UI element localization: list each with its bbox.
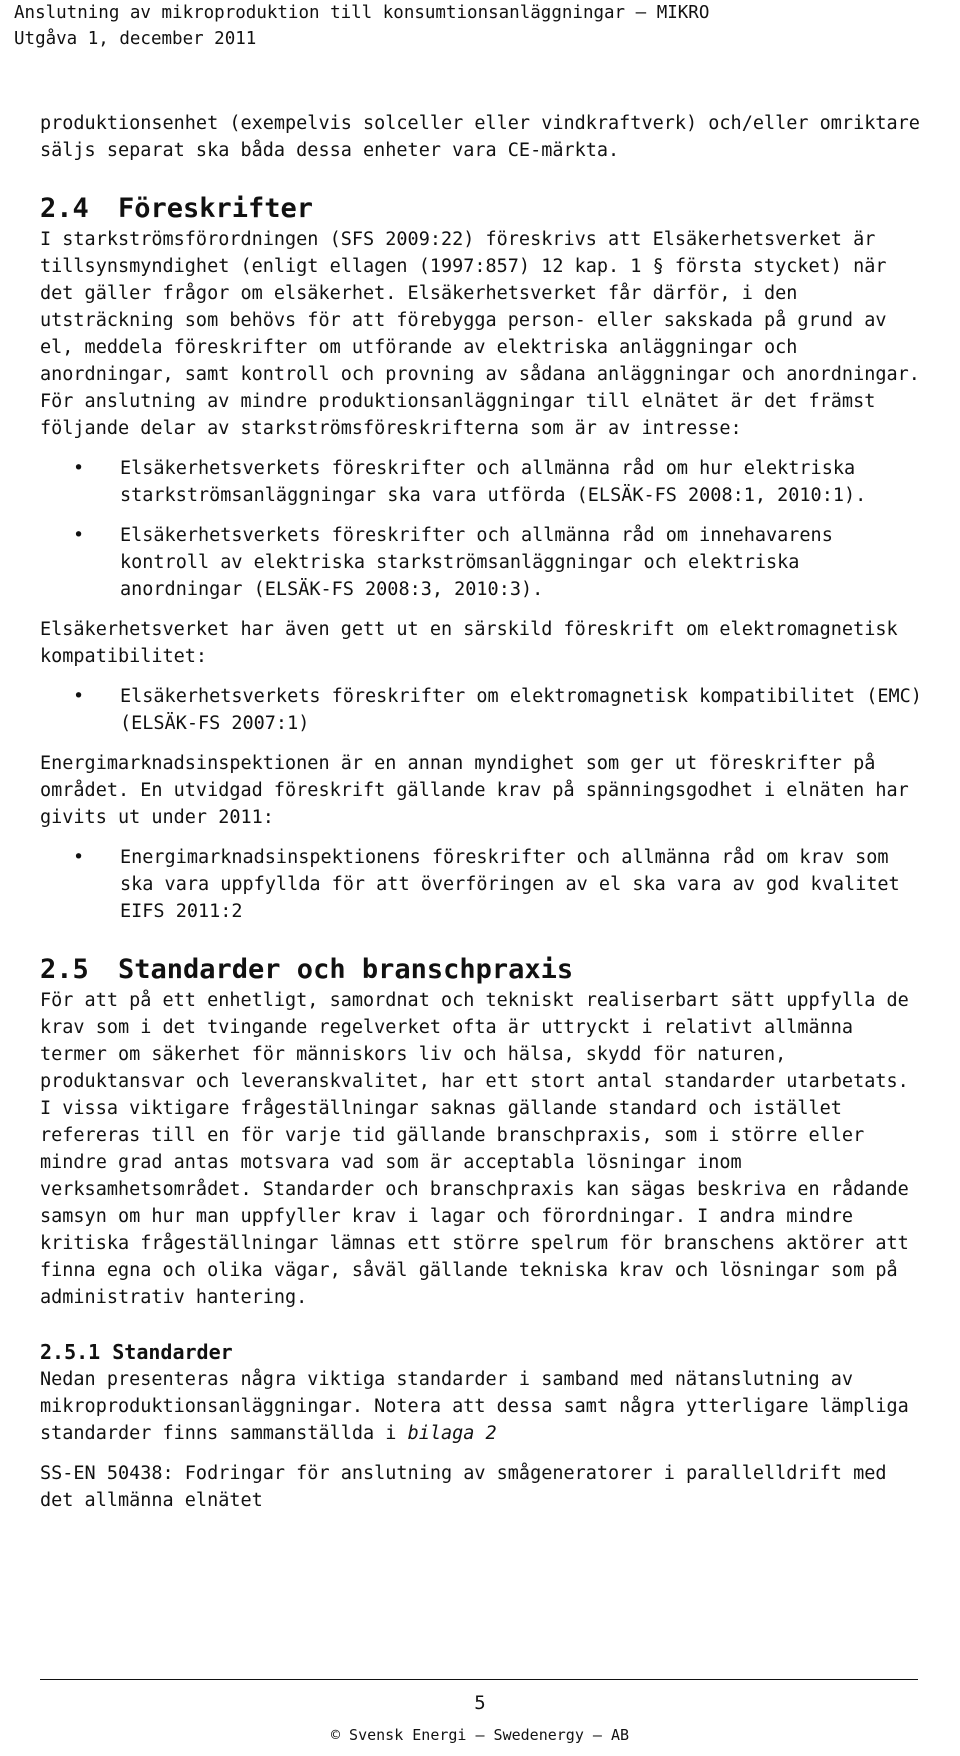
section-title: Föreskrifter — [118, 193, 314, 224]
paragraph: För att på ett enhetligt, samordnat och tekniskt realiserbart sätt uppfylla de krav som i det tvingande regelverket ofta är uttryckt i relativt allmänna termer om säkerhet för människors liv och hälsa, skydd för naturen, produktansvar och leveranskvalitet, har ett stort antal standarder utarbetats. I vissa viktigare frågeställningar saknas gällande standard och istället refereras till en för varje tid gällande branschpraxis, som i större eller mindre grad antas motsvara vad som är acceptabla lösningar inom verksamhetsområdet. Standarder och branschpraxis kan sägas beskriva en rådande samsyn om hur man uppfyller krav i lagar och förordningar. I andra mindre kritiska frågeställningar lämnas ett större spelrum för branschens aktörer att finna egna och olika vägar, såväl gällande tekniska krav och lösningar som på administrativ hantering. — [40, 990, 909, 1308]
section-2-5-1-heading: 2.5.1 Standarder — [40, 1340, 233, 1364]
page-header — [14, 0, 709, 52]
paragraph: Nedan presenteras några viktiga standarder i samband med nätanslutning av mikroproduktionsanläggningar. Notera att dessa samt några ytterligare lämpliga standarder finns sammanställda i bilaga 2 — [40, 1369, 909, 1444]
footer-divider — [40, 1679, 918, 1680]
page-number: 5 — [474, 1692, 486, 1714]
bullet-list — [40, 844, 930, 925]
paragraph: Elsäkerhetsverket har även gett ut en särskild föreskrift om elektromagnetisk kompatibilitet: — [40, 619, 898, 667]
section-number: 2.5 — [40, 954, 89, 985]
header-edition: Utgåva 1, december 2011 — [14, 29, 257, 49]
bullet-list — [40, 683, 930, 737]
copyright-notice: © Svensk Energi – Swedenergy – AB — [330, 1726, 629, 1744]
standard-reference: SS-EN 50438: Fodringar för anslutning av smågeneratorer i parallelldrift med det allmänna elnätet — [40, 1463, 887, 1511]
intro-paragraph: produktionsenhet (exempelvis solceller eller vindkraftverk) och/eller omriktare säljs separat ska båda dessa enheter vara CE-märkta. — [40, 113, 920, 161]
header-title: Anslutning av mikroproduktion till konsumtionsanläggningar – MIKRO — [14, 3, 710, 23]
paragraph: Energimarknadsinspektionen är en annan myndighet som ger ut föreskrifter på området. En utvidgad föreskrift gällande krav på spänningsgodhet i elnäten har givits ut under 2011: — [40, 753, 909, 828]
paragraph: I starkströmsförordningen (SFS 2009:22) föreskrivs att Elsäkerhetsverket är tillsynsmyndighet (enligt ellagen (1997:857) 12 kap. 1 § första stycket) när det gäller frågor om elsäkerhet. Elsäkerhetsverket får därför, i den utsträckning som behövs för att förebygga person- eller sakskada på grund av el, meddela föreskrifter om utförande av elektriska anläggningar och anordningar, samt kontroll och provning av sådana anläggningar och anordningar. För anslutning av mindre produktionsanläggningar till elnätet är det främst följande delar av starkströmsföreskrifterna som är av intresse: — [40, 229, 920, 439]
list-item: • Energimarknadsinspektionens föreskrifter och allmänna råd om krav som ska vara uppfyllda för att överföringen av el ska vara av god kvalitet EIFS 2011:2 — [40, 844, 930, 925]
bullet-icon: • — [73, 525, 85, 546]
appendix-reference: bilaga 2 — [407, 1423, 497, 1444]
section-title: Standarder och branschpraxis — [118, 954, 574, 985]
bullet-icon: • — [73, 458, 85, 479]
bullet-list — [40, 455, 930, 603]
list-item: • Elsäkerhetsverkets föreskrifter och allmänna råd om hur elektriska starkströmsanläggningar ska vara utförda (ELSÄK-FS 2008:1, 2010:1). — [40, 455, 930, 509]
list-item: • Elsäkerhetsverkets föreskrifter och allmänna råd om innehavarens kontroll av elektriska starkströmsanläggningar och elektriska anordningar (ELSÄK-FS 2008:3, 2010:3). — [40, 522, 930, 603]
paragraph-sign: § — [652, 256, 664, 277]
section-number: 2.4 — [40, 193, 89, 224]
list-item: • Elsäkerhetsverkets föreskrifter om elektromagnetisk kompatibilitet (EMC) (ELSÄK-FS 2007:1) — [40, 683, 930, 737]
bullet-icon: • — [73, 847, 85, 868]
section-2-4-heading — [40, 192, 930, 226]
section-2-5-heading — [40, 953, 930, 987]
bullet-icon: • — [73, 686, 85, 707]
document-body — [40, 110, 930, 1514]
